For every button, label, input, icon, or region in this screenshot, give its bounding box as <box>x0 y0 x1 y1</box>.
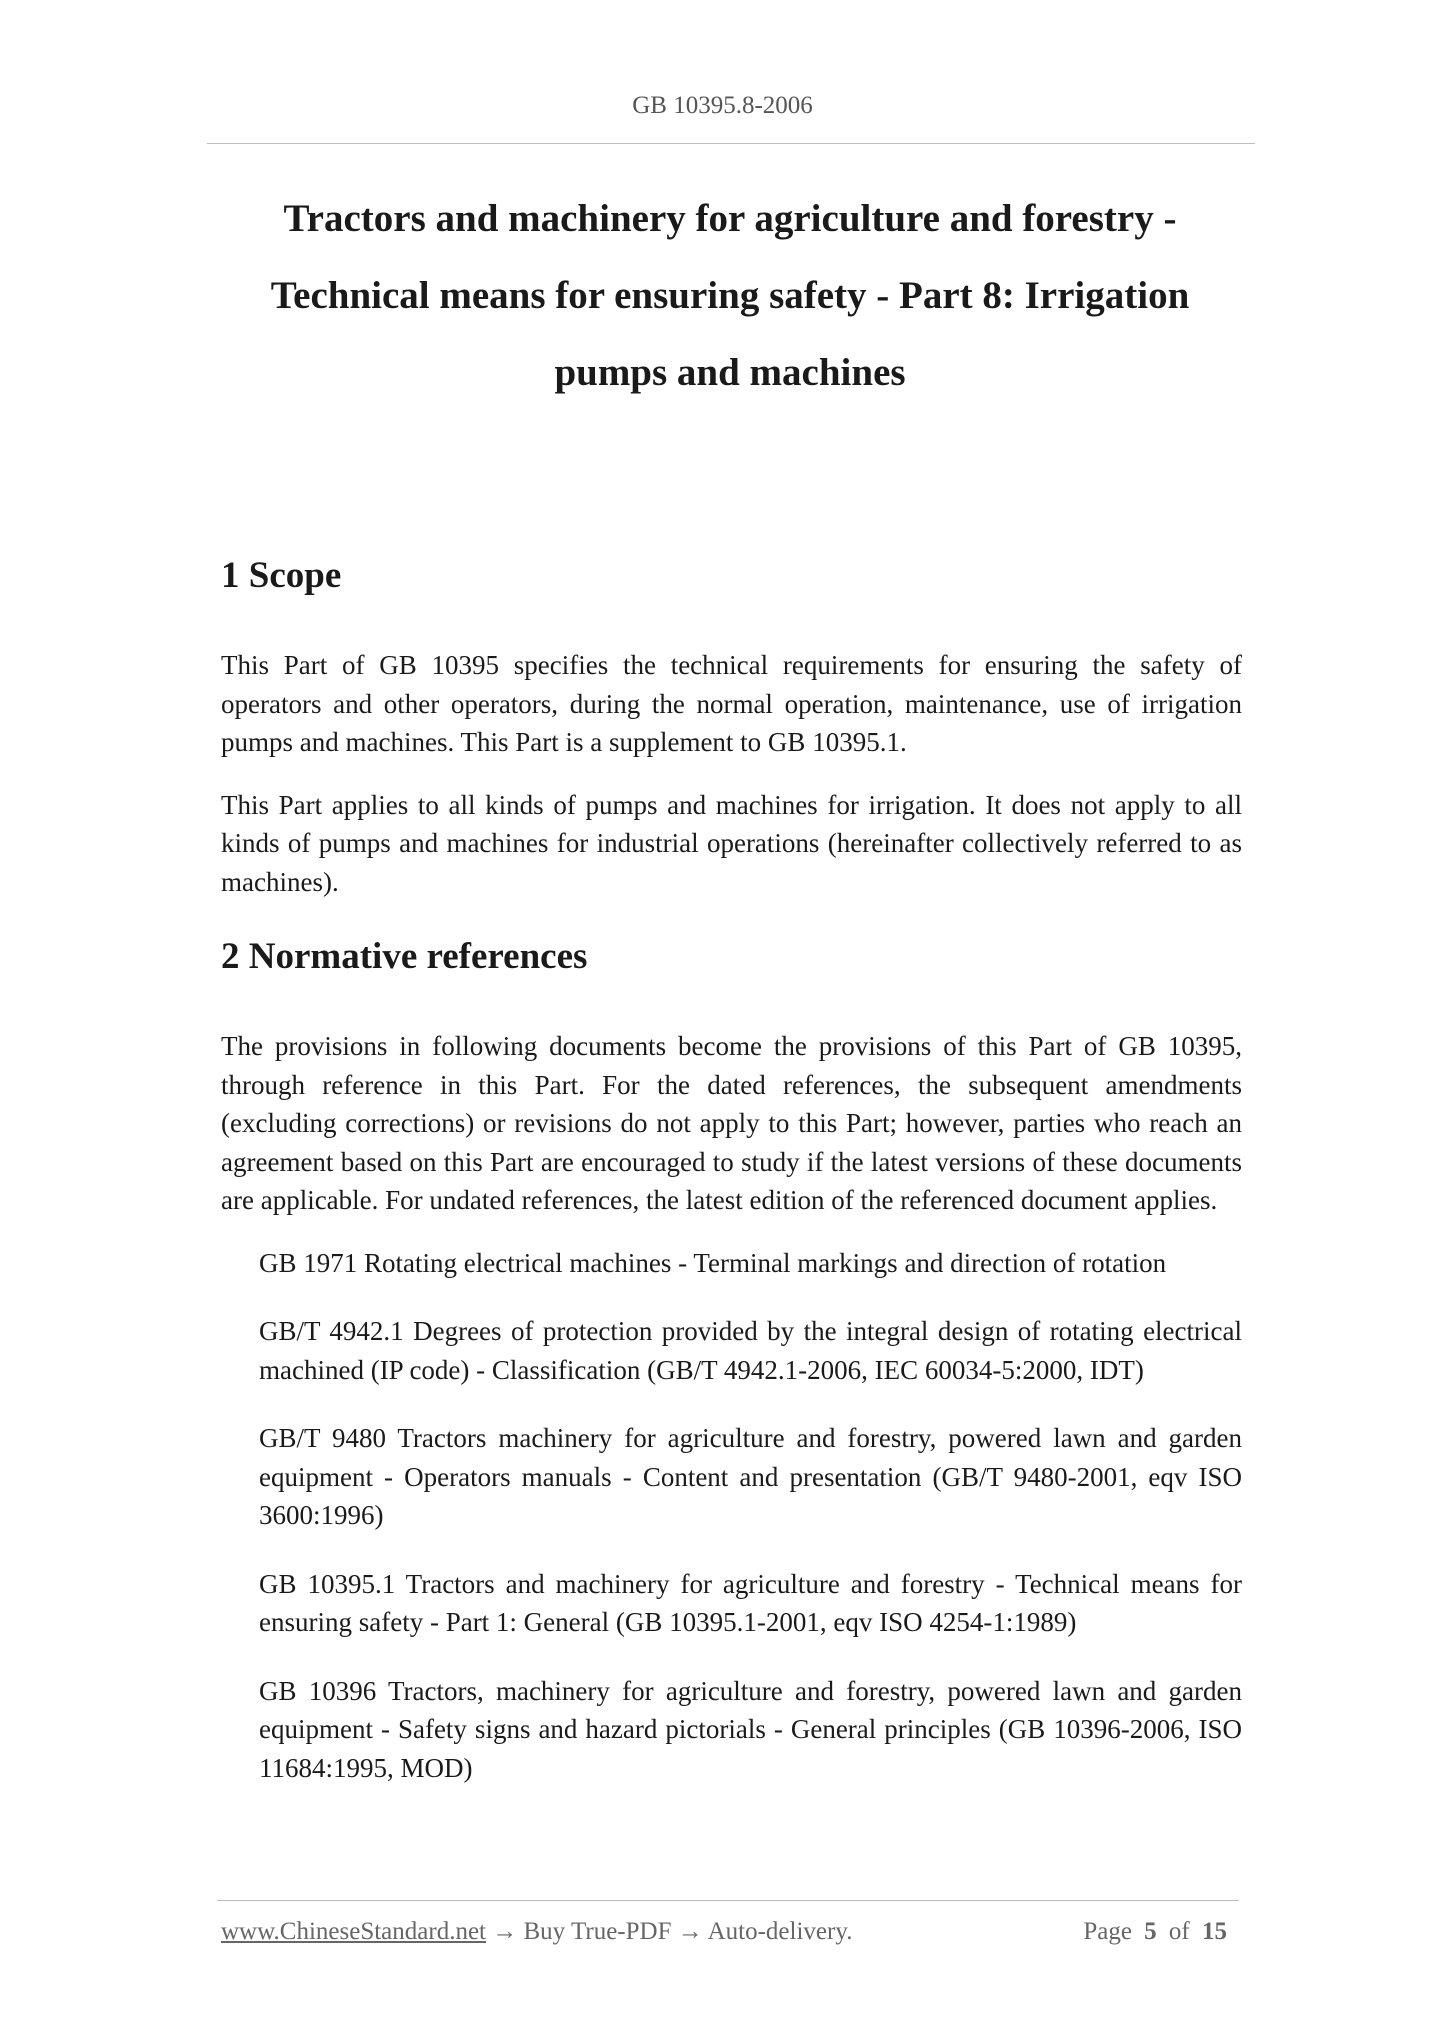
footer-promo-text: → Buy True-PDF → Auto-delivery. <box>492 1918 853 1945</box>
page-indicator <box>1083 1918 1233 1946</box>
reference-item-gb-1971: GB 1971 Rotating electrical machines - Terminal markings and direction of rotation <box>259 1247 1167 1278</box>
document-id-header: GB 10395.8-2006 <box>632 92 813 119</box>
footer-left <box>221 1918 852 1946</box>
scope-paragraph-2: This Part applies to all kinds of pumps and machines for irrigation. It does not apply to all kinds of pumps and machines for industrial operations (hereinafter collectively referred to as machines). <box>221 789 1242 897</box>
page-label: Page <box>1083 1918 1132 1945</box>
of-label: of <box>1168 1918 1190 1945</box>
section-heading-scope: 1 Scope <box>221 555 342 596</box>
references-intro-paragraph: The provisions in following documents become the provisions of this Part of GB 10395, through reference in this Part. For the dated references, the subsequent amendments (excluding corrections) or revisions do not apply to this Part; however, parties who reach an agreement based on this Part are encouraged to study if the latest versions of these documents are applicable. For undated references, the latest edition of the referenced document applies. <box>221 1031 1242 1215</box>
page-footer <box>221 1918 1233 1946</box>
section-normative-references <box>221 931 1242 1787</box>
reference-item-gb-10395-1: GB 10395.1 Tractors and machinery for agriculture and forestry - Technical means for ensuring safety - Part 1: General (GB 10395.1-2001, eqv ISO 4254-1:1989) <box>259 1568 1242 1637</box>
section-scope <box>221 550 1242 901</box>
document-title: Tractors and machinery for agriculture and forestry - Technical means for ensuring safety - Part 8: Irrigation pumps and machines <box>270 197 1190 394</box>
current-page-number: 5 <box>1144 1918 1157 1945</box>
site-link[interactable]: www.ChineseStandard.net <box>221 1918 486 1945</box>
footer-divider <box>217 1900 1239 1901</box>
reference-item-gbt-4942-1: GB/T 4942.1 Degrees of protection provided by the integral design of rotating electrical machined (IP code) - Classification (GB/T 4942.1-2006, IEC 60034-5:2000, IDT) <box>259 1316 1242 1385</box>
total-page-number: 15 <box>1202 1918 1227 1945</box>
scope-paragraph-1: This Part of GB 10395 specifies the technical requirements for ensuring the safety of operators and other operators, during the normal operation, maintenance, use of irrigation pumps and machines. This Part is a supplement to GB 10395.1. <box>221 650 1242 757</box>
reference-list <box>221 1244 1242 1788</box>
reference-item-gb-10396: GB 10396 Tractors, machinery for agriculture and forestry, powered lawn and garden equipment - Safety signs and hazard pictorials - General principles (GB 10396-2006, ISO 11684:1995, MOD) <box>259 1675 1242 1783</box>
section-heading-normative-references: 2 Normative references <box>221 936 588 977</box>
header-divider <box>207 143 1255 144</box>
document-body <box>221 550 1242 1817</box>
reference-item-gbt-9480: GB/T 9480 Tractors machinery for agriculture and forestry, powered lawn and garden equipment - Operators manuals - Content and presentation (GB/T 9480-2001, eqv ISO 3600:1996) <box>259 1423 1242 1530</box>
